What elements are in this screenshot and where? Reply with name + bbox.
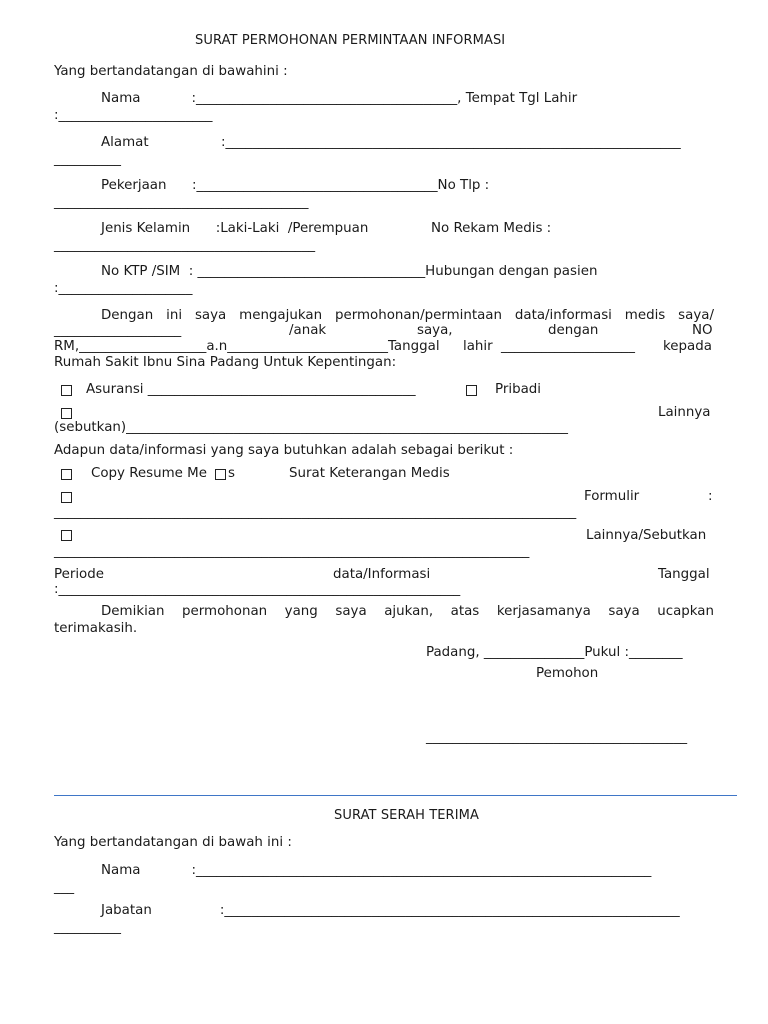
asuransi-field[interactable]: Asuransi ________________________________________ — [86, 382, 416, 397]
lainnya-label: Lainnya — [658, 405, 711, 420]
formulir-colon: : — [708, 489, 713, 504]
para1-no: NO — [692, 323, 713, 338]
no-rekam-medis-field[interactable]: _______________________________________ — [54, 238, 316, 253]
sebutkan-field[interactable]: (sebutkan)__________________________________________________________________ — [54, 420, 569, 435]
jabatan-field-cont[interactable]: __________ — [54, 920, 121, 935]
no-ktp-field[interactable]: No KTP /SIM : __________________________________Hubungan dengan pasien — [101, 264, 598, 279]
form-title: SURAT PERMOHONAN PERMINTAAN INFORMASI — [195, 33, 506, 48]
no-rekam-medis-label: No Rekam Medis : — [431, 221, 552, 236]
jabatan-field[interactable]: Jabatan :____________________________________________________________________ — [101, 903, 680, 918]
serah-terima-intro: Yang bertandatangan di bawah ini : — [54, 835, 292, 850]
copy-resume-medis-label-tail: s — [228, 466, 235, 481]
intro-text: Yang bertandatangan di bawahini : — [54, 64, 288, 79]
demikian-line2: terimakasih. — [54, 621, 138, 636]
lainnya-sebutkan-checkbox[interactable] — [61, 530, 72, 541]
para1-saya: saya, — [417, 323, 453, 338]
periode-field[interactable]: :____________________________________________________________ — [54, 582, 461, 597]
surat-keterangan-medis-label: Surat Keterangan Medis — [289, 466, 450, 481]
para1-kepada: kepada — [663, 339, 712, 354]
no-rm-field[interactable]: RM,___________________a.n________________________Tanggal — [54, 339, 440, 354]
tanggal-lahir-field[interactable]: ____________________ — [501, 339, 635, 354]
copy-resume-medis-checkbox[interactable] — [61, 469, 72, 480]
demikian-line1: Demikian permohonan yang saya ajukan, atas kerjasamanya saya ucapkan — [101, 604, 714, 619]
adapun-text: Adapun data/informasi yang saya butuhkan adalah sebagai berikut : — [54, 443, 514, 458]
pekerjaan-field[interactable]: Pekerjaan :____________________________________No Tlp : — [101, 178, 490, 193]
pribadi-checkbox[interactable] — [466, 385, 477, 396]
padang-date-field[interactable]: Padang, _______________Pukul :________ — [426, 645, 683, 660]
signature-line[interactable]: _______________________________________ — [426, 730, 688, 745]
lainnya-checkbox[interactable] — [61, 408, 72, 419]
anak-name-field[interactable]: ___________________ — [54, 323, 182, 338]
formulir-field[interactable]: ______________________________________________________________________________ — [54, 505, 577, 520]
para1-lahir: lahir — [463, 339, 493, 354]
copy-resume-medis-label: Copy Resume Me — [91, 466, 207, 481]
alamat-field[interactable]: Alamat :____________________________________________________________________ — [101, 135, 681, 150]
formulir-checkbox[interactable] — [61, 492, 72, 503]
periode-label: Periode — [54, 567, 104, 582]
para1-anak: /anak — [289, 323, 327, 338]
hubungan-field[interactable]: :____________________ — [54, 281, 193, 296]
serah-terima-title: SURAT SERAH TERIMA — [334, 808, 479, 823]
data-informasi-label: data/Informasi — [333, 567, 431, 582]
section-divider — [54, 795, 737, 796]
surat-keterangan-medis-checkbox[interactable] — [215, 469, 226, 480]
pemohon-label: Pemohon — [536, 666, 599, 681]
jenis-kelamin-field[interactable]: Jenis Kelamin :Laki-Laki /Perempuan — [101, 221, 369, 236]
formulir-label: Formulir — [584, 489, 640, 504]
tanggal-label: Tanggal — [658, 567, 710, 582]
no-tlp-field[interactable]: ______________________________________ — [54, 195, 309, 210]
serah-terima-nama-field[interactable]: Nama :____________________________________________________________________ — [101, 863, 652, 878]
alamat-field-cont[interactable]: __________ — [54, 152, 121, 167]
serah-terima-nama-cont[interactable]: ___ — [54, 880, 75, 895]
para1-line4: Rumah Sakit Ibnu Sina Padang Untuk Kepentingan: — [54, 355, 397, 370]
lainnya-sebutkan-label: Lainnya/Sebutkan — [586, 528, 707, 543]
para1-dengan: dengan — [548, 323, 599, 338]
nama-field[interactable]: Nama :_______________________________________, Tempat Tgl Lahir — [101, 91, 578, 106]
asuransi-checkbox[interactable] — [61, 385, 72, 396]
tempat-tgl-lahir-field[interactable]: :_______________________ — [54, 108, 213, 123]
para1-line1: Dengan ini saya mengajukan permohonan/permintaan data/informasi medis saya/ — [101, 308, 714, 323]
lainnya-sebutkan-field[interactable]: _______________________________________________________________________ — [54, 544, 530, 559]
pribadi-label: Pribadi — [495, 382, 541, 397]
